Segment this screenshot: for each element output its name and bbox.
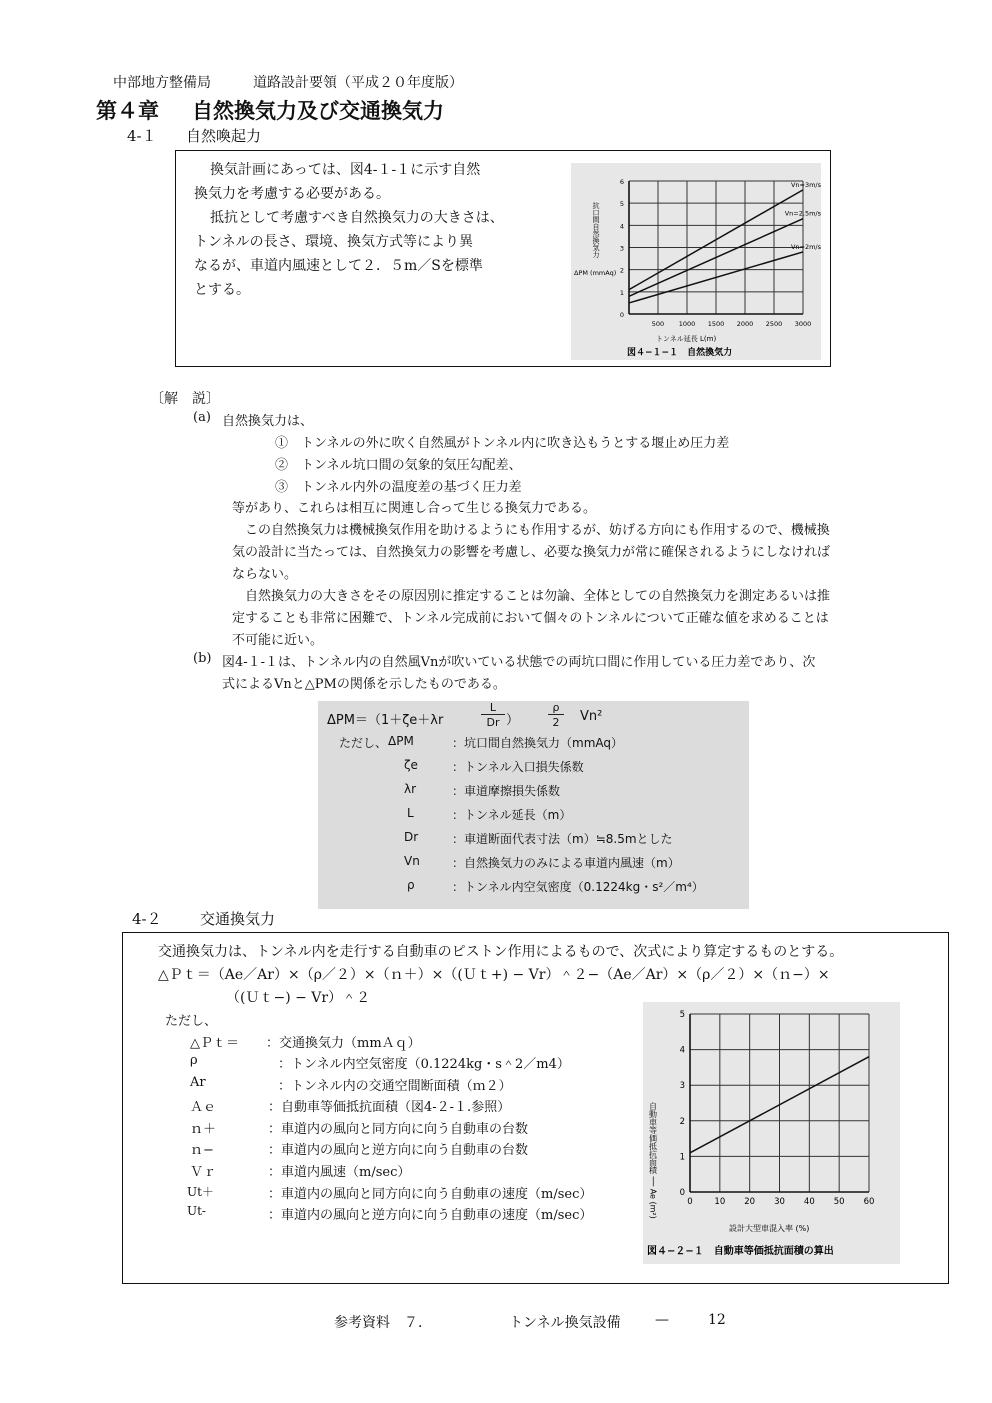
definition-symbol: Ｖｒ (190, 1165, 217, 1180)
equation-line: △Ｐｔ＝（Ae／Ar）×（ρ／２）×（ｎ＋）×（(Ｕｔ+) − Vr）＾２−（Ae／Ar）×（ρ／２）×（ｎ−）× (158, 967, 830, 983)
paragraph: この自然換気力は機械換気作用を助けるようにも作用するが、妨げる方向にも作用するので、機械換 (232, 523, 830, 538)
series-label: Vn=2.5m/s (784, 209, 821, 218)
definition-symbol: △Ｐｔ＝ (190, 1036, 239, 1051)
figure-4-2-1-chart (643, 1002, 900, 1264)
x-tick-label: 50 (833, 1197, 845, 1207)
item-a-label: (a) (193, 410, 211, 425)
y-tick-label: 2 (679, 1116, 685, 1127)
equation-line: （(Ｕｔ−) − Vr）＾２ (226, 990, 371, 1006)
list-item: ② トンネル坑口間の気象的気圧勾配差、 (275, 458, 522, 473)
chapter-title: 自然換気力及び交通換気力 (192, 98, 444, 123)
formula-def-desc: ：トンネル内空気密度（0.1224kg・s²／m⁴） (452, 880, 704, 894)
definition-symbol: Ａｅ (190, 1100, 217, 1115)
paragraph: 自然換気力の大きさをその原因別に推定することは勿論、全体としての自然換気力を測定あるいは推 (232, 589, 831, 604)
y-tick-label: 4 (679, 1045, 685, 1056)
x-tick-label: 3000 (794, 320, 812, 328)
y-tick-label: 1 (619, 288, 624, 297)
x-tick-label: 60 (863, 1197, 875, 1207)
x-tick-label: 1000 (678, 320, 696, 328)
formula-frac1-den: Dr (486, 716, 500, 729)
formula-def-sym: Vn (404, 854, 420, 868)
formula-def-desc: ：車道断面代表寸法（m）≒8.5mとした (452, 832, 673, 846)
y-tick-label: 4 (619, 222, 624, 231)
definition-desc: ：トンネル内空気密度（0.1224kg・s＾2／m4） (278, 1057, 570, 1072)
y-tick-label: 5 (619, 200, 624, 209)
x-tick-label: 30 (774, 1197, 785, 1207)
commentary-heading: 〔解 説〕 (150, 391, 220, 407)
figure-4-1-1-xlabel: トンネル延長 L(m) (656, 335, 717, 343)
box-line: なるが、車道内風速として２．５m／Sを標準 (194, 258, 483, 274)
definition-desc: ：トンネル内の交通空間断面積（ｍ２） (278, 1079, 512, 1094)
definition-symbol: ρ (190, 1053, 198, 1068)
formula-4-1-block (318, 701, 749, 909)
formula-def-sym: λr (404, 782, 417, 796)
section-4-2-intro: 交通換気力は、トンネル内を走行する自動車のピストン作用によるもので、次式により算定するものとする。 (158, 944, 844, 960)
formula-rhs: Vn² (580, 709, 603, 724)
x-tick-label: 40 (803, 1197, 815, 1207)
y-tick-label: 3 (679, 1081, 685, 1092)
formula-frac2-den: 2 (552, 716, 560, 729)
formula-def-desc: ：自然換気力のみによる車道内風速（m） (452, 856, 680, 870)
section-4-2-number: 4‐２ (132, 910, 162, 928)
series-label: Vn=2m/s (790, 242, 821, 251)
x-tick-label: 2500 (765, 320, 783, 328)
y-tick-label: 1 (679, 1152, 685, 1163)
formula-close: ） (506, 713, 520, 728)
definition-symbol: Ut＋ (187, 1185, 214, 1199)
formula-frac2-num: ρ (548, 701, 564, 715)
definition-symbol: Ar (190, 1075, 206, 1090)
item-b-label: (b) (193, 651, 212, 666)
header-manual: 道路設計要領（平成２０年度版） (253, 75, 463, 91)
section-4-1-title: 自然喚起力 (186, 127, 262, 145)
page-number: 12 (708, 1312, 726, 1328)
footer-title: トンネル換気設備 (509, 1315, 621, 1331)
x-tick-label: 20 (744, 1197, 756, 1207)
item-a-text: 自然換気力は、 (222, 414, 314, 429)
x-tick-label: 1500 (707, 320, 725, 328)
formula-def-sym: ζe (404, 758, 418, 772)
formula-def-sym: ρ (407, 878, 415, 892)
definition-desc: ：車道内の風向と同方向に向う自動車の台数 (268, 1122, 529, 1137)
formula-def-sym: ΔPM (388, 734, 414, 748)
definition-symbol: ｎ− (190, 1143, 214, 1158)
box-line: トンネルの長さ、環境、換気方式等により異 (194, 234, 474, 250)
series-label: Vn=3m/s (790, 180, 821, 189)
y-tick-label: 2 (619, 266, 624, 275)
figure-4-1-1-yunit: ΔPM (mmAq) (574, 269, 617, 277)
figure-4-1-1-ylabel: 抗口間自然換気力 (592, 202, 600, 258)
definition-desc: ：自動車等価抵抗面積（図4‐２‐１.参照） (268, 1100, 511, 1115)
box-line: とする。 (194, 282, 250, 298)
section-4-1-number: 4‐１ (127, 127, 157, 145)
formula-def-sym: L (407, 806, 414, 820)
definition-desc: ：車道内の風向と逆方向に向う自動車の速度（m/sec） (268, 1208, 593, 1223)
y-tick-label: 5 (679, 1010, 685, 1020)
figure-4-2-1 (643, 1002, 900, 1264)
paragraph: ならない。 (232, 567, 298, 582)
figure-4-2-1-caption: 図４−２−１ 自動車等価抵抗面積の算出 (647, 1246, 834, 1257)
list-item: ① トンネルの外に吹く自然風がトンネル内に吹き込もうとする堰止め圧力差 (275, 436, 730, 451)
header-agency: 中部地方整備局 (113, 75, 211, 91)
y-tick-label: 6 (619, 178, 624, 186)
formula-frac1-num: L (481, 701, 505, 715)
definition-symbol: ｎ＋ (190, 1122, 217, 1137)
box-line: 換気計画にあっては、図4‐１‐１に示す自然 (210, 162, 481, 178)
paragraph: 不可能に近い。 (232, 633, 324, 648)
definition-desc: ：交通換気力（mmＡｑ） (266, 1036, 421, 1051)
formula-def-sym: Dr (404, 830, 419, 844)
item-b-text: 図4‐１‐１は、トンネル内の自然風Vnが吹いている状態での両坑口間に作用している圧力差であり、次 (222, 655, 816, 670)
paragraph: 気の設計に当たっては、自然換気力の影響を考慮し、必要な換気力が常に確保されるようにしなければ (232, 545, 831, 560)
figure-4-2-1-xlabel: 設計大型車混入率 (%) (729, 1224, 810, 1233)
section-4-2-title: 交通換気力 (200, 910, 276, 928)
x-tick-label: 2000 (736, 320, 754, 328)
chapter-number: 第４章 (96, 98, 159, 123)
paragraph: 定することも非常に困難で、トンネル完成前において個々のトンネルについて正確な値を求めることは (232, 611, 829, 626)
definition-symbol: Ut- (187, 1204, 206, 1218)
x-tick-label: 500 (651, 320, 665, 328)
x-tick-label: 0 (687, 1197, 693, 1207)
footer-dash: — (655, 1312, 669, 1328)
item-b-text: 式によるVnと△PMの関係を示したものである。 (222, 677, 506, 692)
definition-desc: ：車道内の風向と同方向に向う自動車の速度（m/sec） (268, 1187, 593, 1202)
footer-ref: 参考資料 ７． (334, 1315, 432, 1331)
figure-4-1-1-chart (571, 163, 821, 360)
definitions-where: ただし、 (165, 1014, 218, 1029)
formula-where: ただし、 (339, 736, 388, 750)
definition-desc: ：車道内の風向と逆方向に向う自動車の台数 (268, 1143, 529, 1158)
x-tick-label: 10 (714, 1197, 726, 1207)
box-line: 換気力を考慮する必要がある。 (194, 186, 390, 202)
figure-4-1-1-caption: 図４−１−１ 自然換気力 (627, 348, 733, 358)
formula-def-desc: ：トンネル延長（m） (452, 808, 572, 822)
formula-lhs: ΔPM＝（1＋ζe＋λr (327, 713, 444, 728)
y-tick-label: 0 (619, 311, 624, 319)
paragraph: 等があり、これらは相互に関連し合って生じる換気力である。 (232, 501, 597, 516)
y-tick-label: 0 (679, 1188, 685, 1198)
figure-4-1-1 (571, 163, 821, 360)
box-line: 抵抗として考慮すべき自然換気力の大きさは、 (210, 210, 504, 226)
y-tick-label: 3 (619, 244, 624, 253)
formula-def-desc: ：トンネル入口損失係数 (452, 760, 584, 774)
list-item: ③ トンネル内外の温度差の基づく圧力差 (275, 480, 522, 495)
figure-4-2-1-ylabel: 自動車等価抵抗面積 ── Ae (m²) (648, 1102, 658, 1219)
formula-def-desc: ：坑口間自然換気力（mmAq） (452, 736, 623, 750)
formula-def-desc: ：車道摩擦損失係数 (452, 784, 561, 798)
definition-desc: ：車道内風速（m/sec） (268, 1165, 411, 1180)
